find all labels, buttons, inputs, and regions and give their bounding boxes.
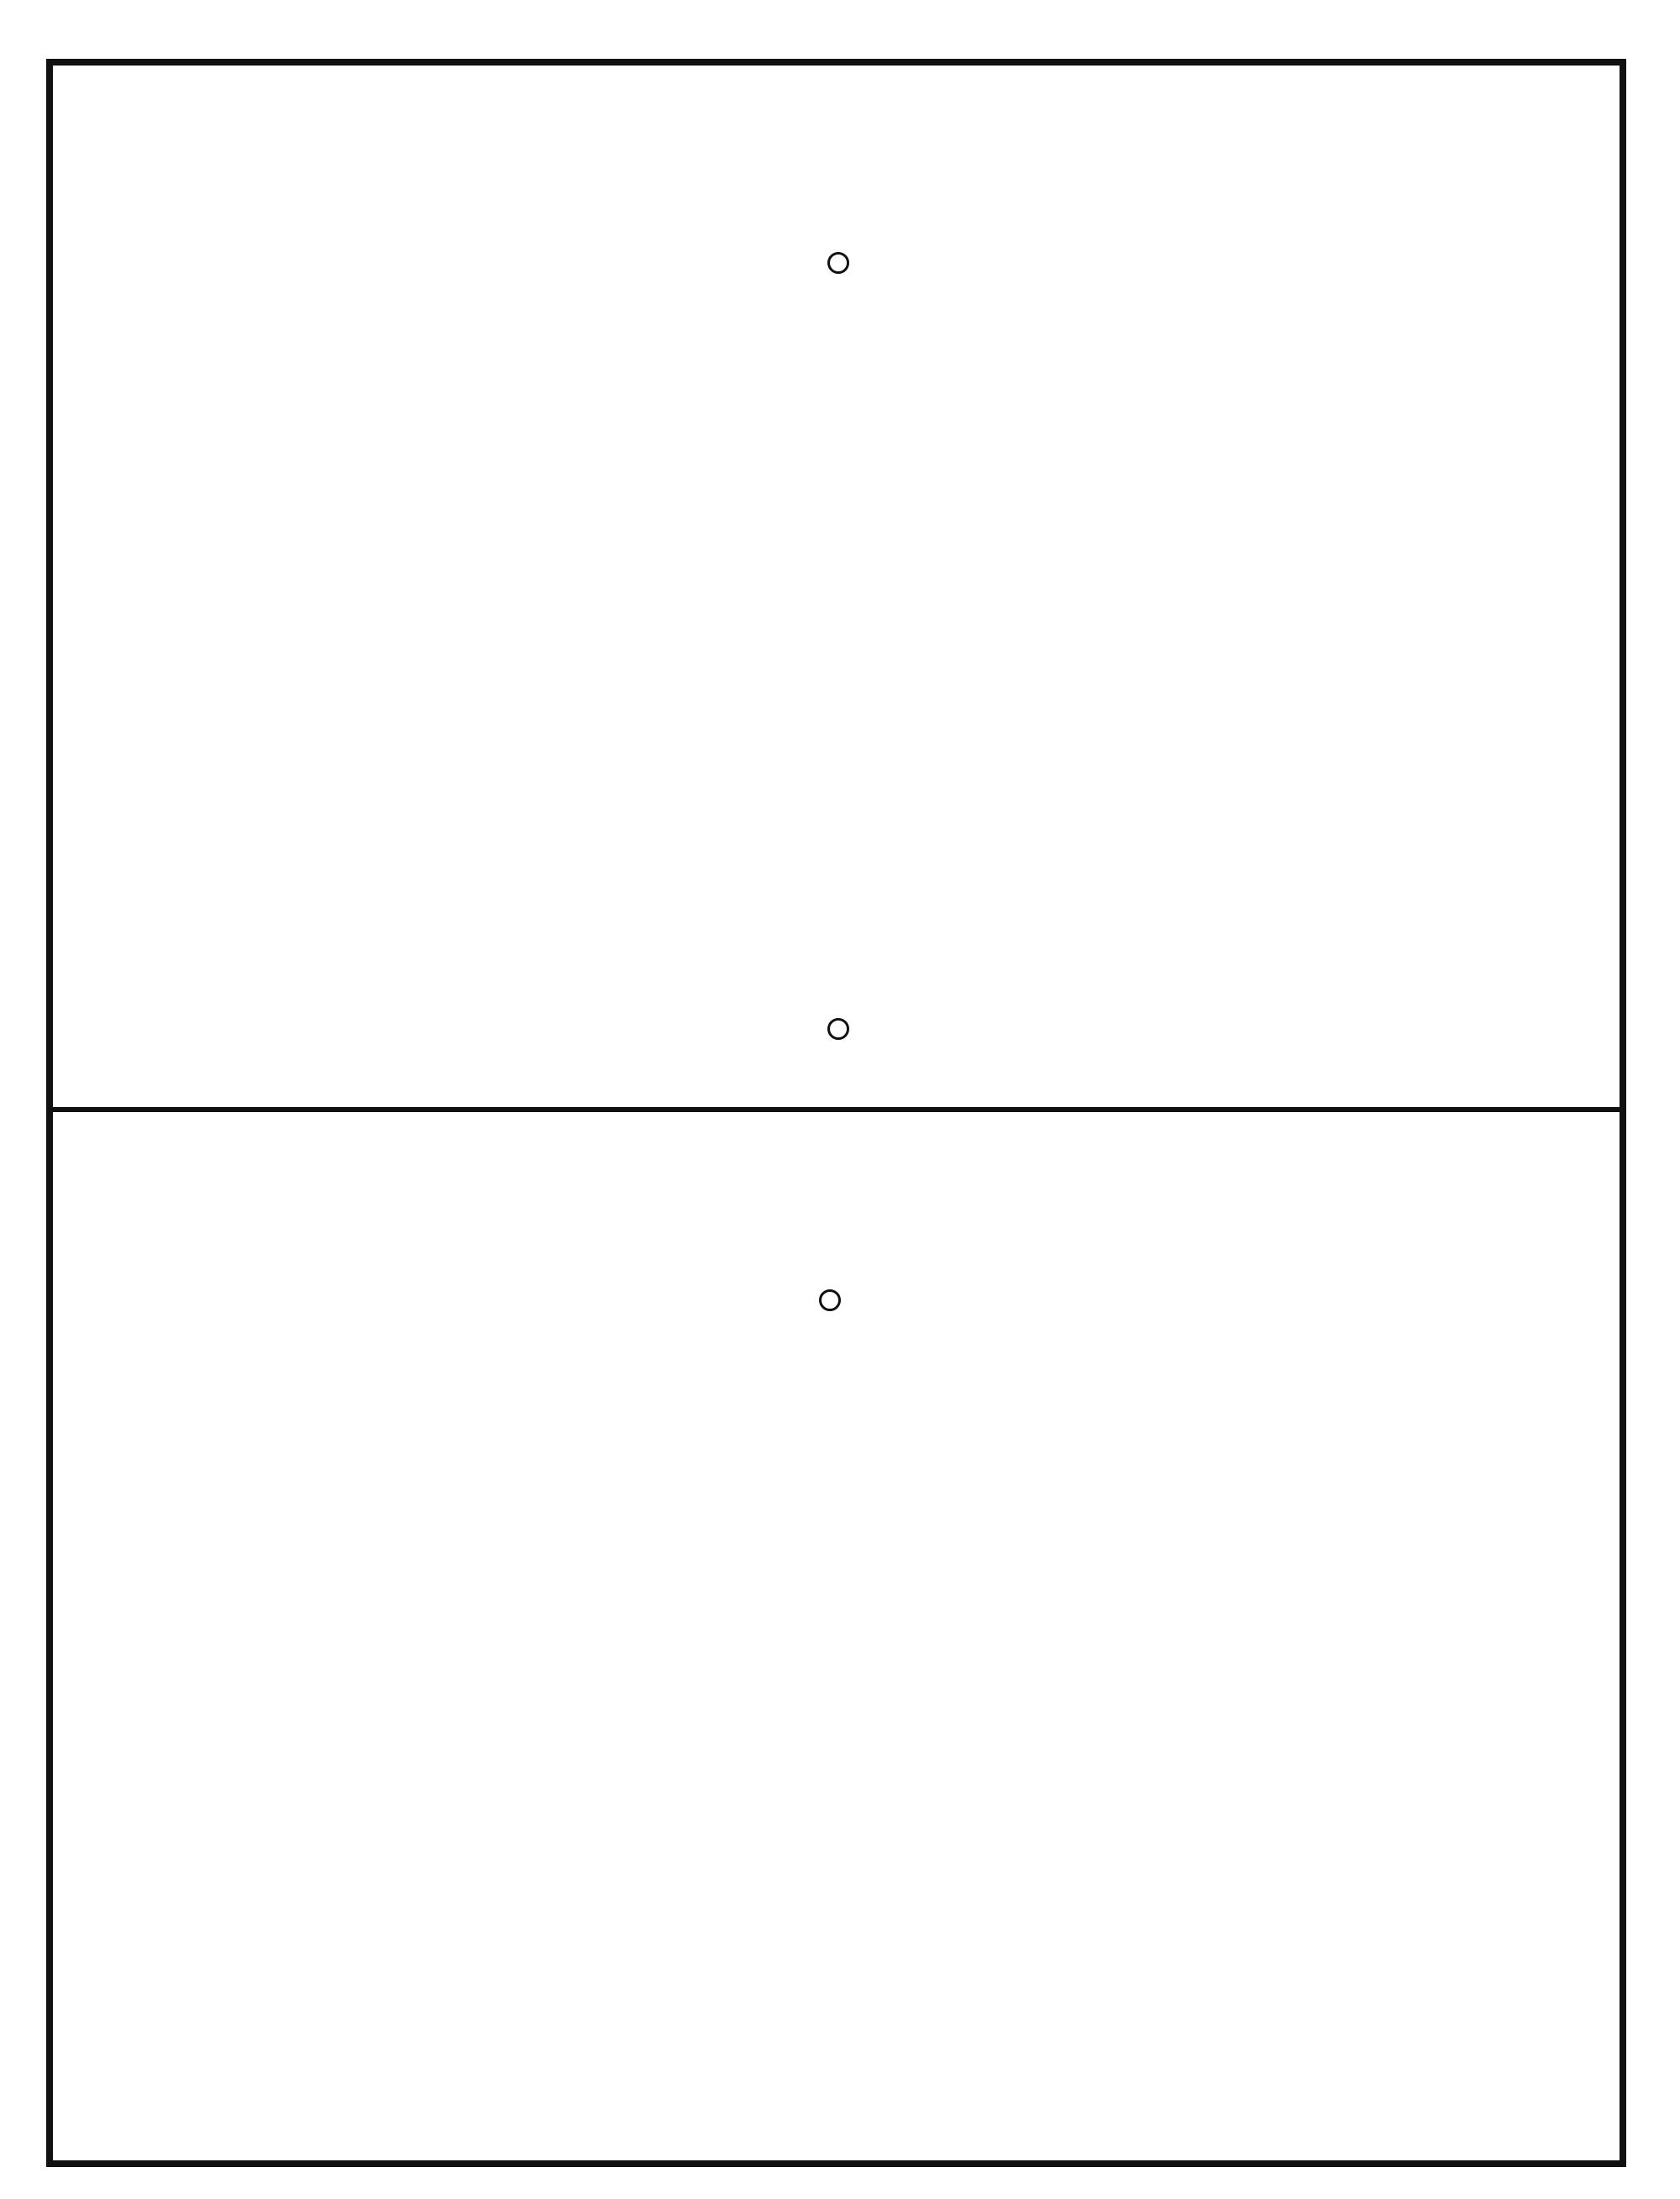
page-divider	[46, 1107, 1626, 1112]
page-frame	[46, 59, 1626, 2167]
circle-mark	[827, 252, 849, 274]
circle-mark	[827, 1018, 849, 1040]
circle-mark	[819, 1289, 841, 1311]
